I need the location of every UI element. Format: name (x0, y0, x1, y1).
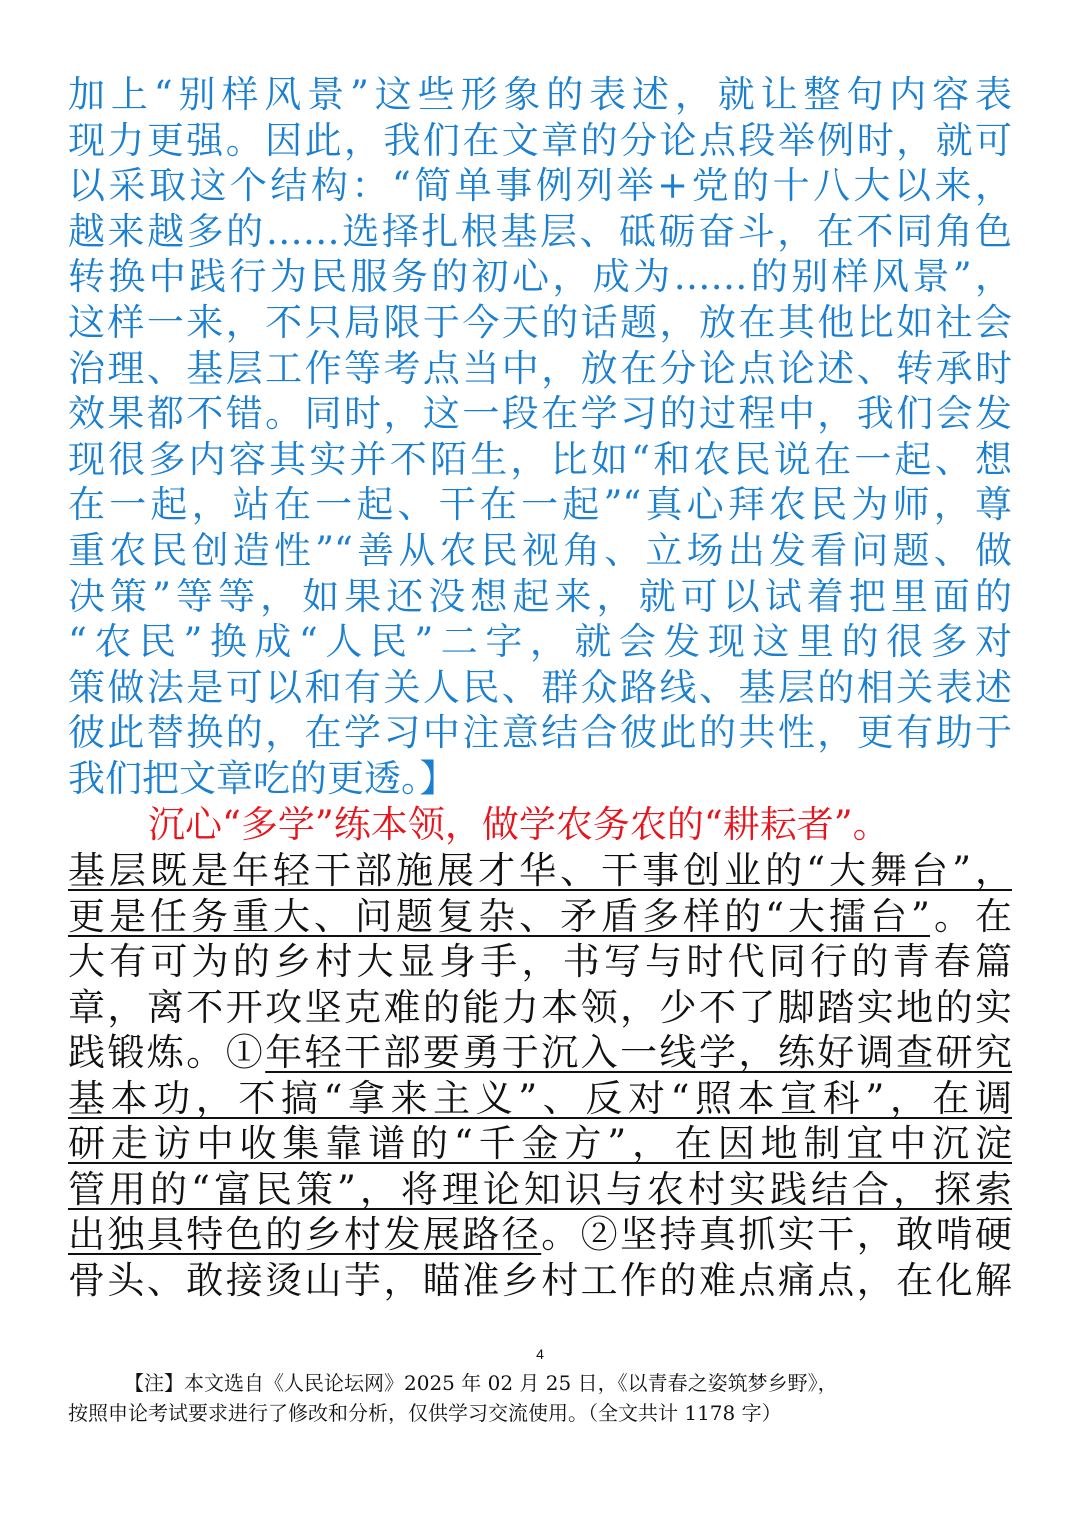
analysis-line: 越来越多的……选择扎根基层、砥砺奋斗，在不同角色 (68, 209, 1012, 253)
section-heading: 沉心“多学”练本领，做学农务农的“耕耘者”。 (148, 803, 890, 846)
body-line: 基本功，不搞“拿来主义”、反对“照本宣科”，在调 (68, 1076, 1012, 1120)
body-line (68, 1030, 1012, 1076)
analysis-line: 效果都不错。同时，这一段在学习的过程中，我们会发 (68, 392, 1012, 436)
analysis-commentary (68, 72, 1012, 802)
footnote (68, 1368, 1012, 1428)
body-text: 。在 (929, 894, 1012, 938)
body-line (68, 894, 1012, 940)
underlined-phrase: 年轻干部要勇于沉入一线学，练好调查研究 (265, 1031, 1013, 1074)
body-line: 基层既是年轻干部施展才华、干事创业的“大舞台”， (68, 849, 1012, 892)
analysis-line: 现力更强。因此，我们在文章的分论点段举例时，就可 (68, 118, 1012, 162)
analysis-line: 彼此替换的，在学习中注意结合彼此的共性，更有助于 (68, 711, 1012, 755)
body-line: 骨头、敢接烫山芋，瞄准乡村工作的难点痛点，在化解 (68, 1258, 1012, 1302)
body-line: 研走访中收集靠谱的“千金方”，在因地制宜中沉淀 (68, 1122, 1012, 1165)
page-number: 4 (536, 1346, 544, 1362)
analysis-line: 转换中践行为民服务的初心，成为……的别样风景”， (68, 255, 1012, 299)
analysis-line: 以采取这个结构：“简单事例列举+党的十八大以来， (68, 164, 1012, 208)
analysis-line: “农民”换成“人民”二字，就会发现这里的很多对 (68, 620, 1012, 664)
underlined-phrase: 出独具特色的乡村发展路径 (68, 1213, 542, 1256)
analysis-line: 策做法是可以和有关人民、群众路线、基层的相关表述 (68, 665, 1012, 709)
footnote-line: 【注】本文选自《人民论坛网》2025 年 02 月 25 日，《以青春之姿筑梦乡野》， (124, 1371, 838, 1395)
analysis-line: 现很多内容其实并不陌生，比如“和农民说在一起、想 (68, 437, 1012, 481)
analysis-line: 治理、基层工作等考点当中，放在分论点论述、转承时 (68, 346, 1012, 390)
body-line (68, 1212, 1012, 1258)
analysis-line: 在一起，站在一起、干在一起”“真心拜农民为师，尊 (68, 483, 1012, 527)
analysis-line: 加上“别样风景”这些形象的表述，就让整句内容表 (68, 73, 1012, 116)
body-line: 章，离不开攻坚克难的能力本领，少不了脚踏实地的实 (68, 985, 1012, 1029)
body-line: 管用的“富民策”，将理论知识与农村实践结合，探索 (68, 1167, 1012, 1211)
body-text: 践锻炼。① (68, 1031, 266, 1074)
analysis-line: 重农民创造性”“善从农民视角、立场出发看问题、做 (68, 528, 1012, 572)
analysis-line: 我们把文章吃的更透。】 (68, 756, 457, 800)
analysis-line: 决策”等等，如果还没想起来，就可以试着把里面的 (68, 574, 1012, 618)
analysis-line: 这样一来，不只局限于今天的话题，放在其他比如社会 (68, 300, 1012, 344)
body-paragraph (68, 848, 1012, 1303)
underlined-phrase: 更是任务重大、问题复杂、矛盾多样的“大擂台” (68, 894, 930, 938)
body-text: 。②坚持真抓实干，敢啃硬 (541, 1213, 1013, 1256)
footnote-line: 按照申论考试要求进行了修改和分析，仅供学习交流使用。（全文共计 1178 字） (68, 1401, 782, 1425)
body-line: 大有可为的乡村大显身手，书写与时代同行的青春篇 (68, 940, 1012, 983)
